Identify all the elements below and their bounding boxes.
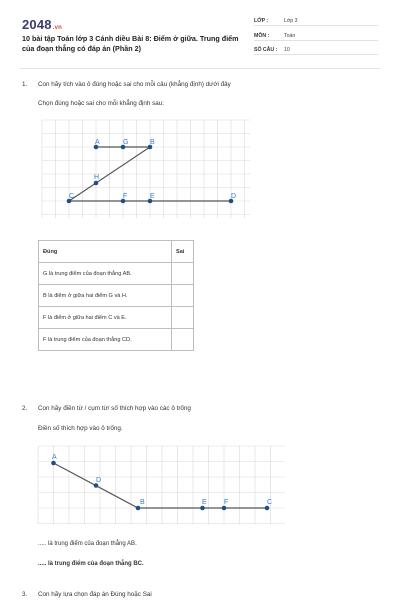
table-row xyxy=(39,307,194,329)
meta-count-row xyxy=(254,45,378,55)
table-header-row xyxy=(39,241,194,263)
q3-text: Con hãy lựa chọn đáp án Đúng hoặc Sai xyxy=(38,591,152,598)
meta-count-key: SỐ CÂU : xyxy=(254,47,278,53)
q1-geometry-figure xyxy=(42,120,250,218)
statement-cell[interactable]: G là trung điểm của đoạn thẳng AB. xyxy=(39,263,172,285)
label-c: C xyxy=(69,193,75,200)
label-f: F xyxy=(224,499,229,506)
q2-geometry-figure xyxy=(38,446,285,524)
label-b: B xyxy=(140,499,145,506)
meta-class-key: LỚP : xyxy=(254,18,269,24)
point-b xyxy=(136,506,141,511)
meta-count-value: 10 xyxy=(284,47,290,53)
point-a xyxy=(51,461,56,466)
q1-grid xyxy=(42,120,250,218)
table-row xyxy=(39,329,194,351)
label-a: A xyxy=(52,454,57,461)
q2-points xyxy=(51,461,269,511)
meta-subject-key: MÔN : xyxy=(254,33,270,39)
label-d: D xyxy=(231,193,237,200)
table-row xyxy=(39,263,194,285)
answer-cell[interactable] xyxy=(172,307,194,329)
q2-instruction: Điền số thích hợp vào ô trống. xyxy=(38,425,123,432)
statement-cell[interactable]: F là trung điểm của đoạn thẳng CD. xyxy=(39,329,172,351)
statement-cell[interactable]: F là điểm ở giữa hai điểm C và E. xyxy=(39,307,172,329)
document-title: 10 bài tập Toán lớp 3 Cánh diều Bài 8: Điểm ở giữa. Trung điểm của đoạn thẳng có đáp án (Phần 2) xyxy=(22,34,239,53)
label-e: E xyxy=(150,193,155,200)
point-h xyxy=(94,181,99,186)
point-f xyxy=(222,506,227,511)
q1-number: 1. xyxy=(22,81,28,88)
point-e xyxy=(200,506,205,511)
q2-fill-blank-1[interactable]: ..... là trung điểm của đoạn thẳng AB. xyxy=(38,541,137,547)
meta-class-value: Lớp 3 xyxy=(284,18,298,24)
q1-text: Con hãy tích vào ô đúng hoặc sai cho mỗi câu (khẳng định) dưới đây xyxy=(38,81,231,88)
q2-fill-blank-2[interactable]: ..... là trung điểm của đoạn thẳng BC. xyxy=(38,561,144,567)
meta-class-row xyxy=(254,16,378,26)
col-false-header: Sai xyxy=(172,241,194,263)
header-divider xyxy=(20,68,380,69)
meta-subject-row xyxy=(254,31,378,41)
label-c: C xyxy=(267,499,273,506)
meta-subject-value: Toán xyxy=(284,33,296,39)
col-true-header: Đúng xyxy=(39,241,172,263)
statement-cell[interactable]: B là điểm ở giữa hai điểm G và H. xyxy=(39,285,172,307)
label-b: B xyxy=(150,139,155,146)
q3-number: 3. xyxy=(22,591,28,598)
label-f: F xyxy=(123,193,128,200)
q2-text: Con hãy điền từ / cụm từ/ số thích hợp vào các ô trống xyxy=(38,405,191,412)
label-g: G xyxy=(123,139,129,146)
site-logo[interactable]: 2048.vn xyxy=(22,17,63,32)
label-e: E xyxy=(202,499,207,506)
q2-grid xyxy=(38,446,285,524)
q2-segments xyxy=(54,463,268,508)
answer-cell[interactable] xyxy=(172,329,194,351)
table-row xyxy=(39,285,194,307)
label-d: D xyxy=(96,477,102,484)
q1-instruction: Chọn đúng hoặc sai cho mỗi khẳng định sau: xyxy=(38,100,165,107)
true-false-table xyxy=(38,240,194,351)
point-c xyxy=(265,506,270,511)
q2-number: 2. xyxy=(22,405,28,412)
answer-cell[interactable] xyxy=(172,285,194,307)
label-h: H xyxy=(94,174,100,181)
answer-cell[interactable] xyxy=(172,263,194,285)
label-a: A xyxy=(95,139,100,146)
